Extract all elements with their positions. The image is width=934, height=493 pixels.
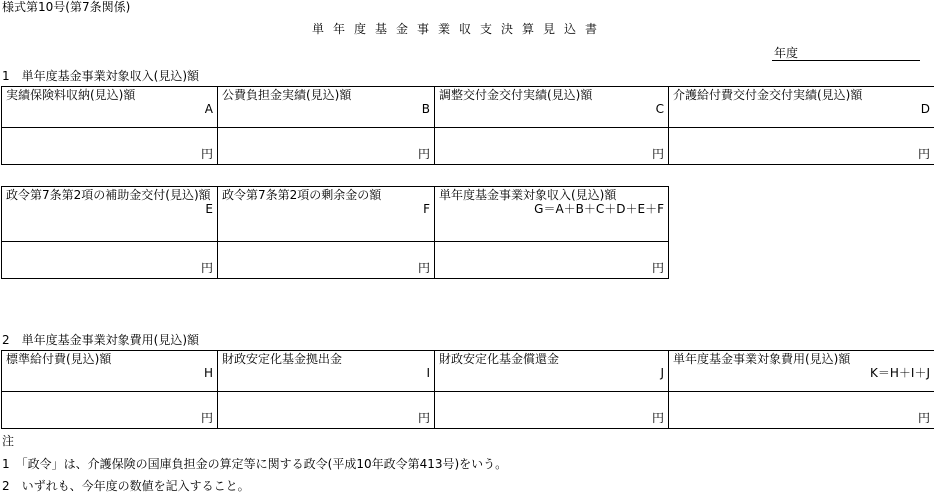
header-label: 標準給付費(見込)額 [6,352,112,366]
form-id: 様式第10号(第7条関係) [2,0,131,14]
yen-unit: 円 [651,411,664,425]
yen-unit: 円 [917,147,930,161]
header-key: B [421,102,430,116]
yen-unit: 円 [917,411,930,425]
header-key: H [203,366,213,380]
yen-unit: 円 [417,261,430,275]
amount-cell-d[interactable] [669,128,934,165]
expense-table [1,350,934,429]
yen-unit: 円 [200,411,213,425]
header-key: G＝A＋B＋C＋D＋E＋F [534,202,664,216]
header-label: 調整交付金交付実績(見込)額 [439,88,593,102]
yen-unit: 円 [200,147,213,161]
header-label: 政令第7条第2項の剰余金の額 [222,188,382,202]
header-key: K＝H＋I＋J [870,366,930,380]
header-label: 公費負担金実績(見込)額 [222,88,352,102]
yen-unit: 円 [417,411,430,425]
yen-unit: 円 [200,261,213,275]
header-key: C [655,102,664,116]
section1-heading: 1 単年度基金事業対象収入(見込)額 [2,69,199,83]
amount-cell-e[interactable] [2,242,218,279]
header-label: 実績保険料収納(見込)額 [6,88,136,102]
header-cell-a [2,87,218,128]
yen-unit: 円 [651,147,664,161]
document-title: 単年度基金事業収支決算見込書 [312,22,607,36]
yen-unit: 円 [417,147,430,161]
header-key: J [660,366,664,380]
header-label: 介護給付費交付金交付実績(見込)額 [673,88,863,102]
header-key: E [205,202,213,216]
section2-heading: 2 単年度基金事業対象費用(見込)額 [2,333,199,347]
header-key: A [204,102,213,116]
fiscal-year-label: 年度 [774,46,799,60]
amount-cell-i[interactable] [218,392,435,429]
header-cell-k [669,351,934,392]
amount-cell-f[interactable] [218,242,435,279]
header-key: I [426,366,430,380]
income-table-1 [1,86,934,165]
note-item: 2 いずれも、今年度の数値を記入すること。 [2,479,250,493]
header-label: 財政安定化基金拠出金 [222,352,343,366]
header-cell-j [435,351,669,392]
header-label: 単年度基金事業対象費用(見込)額 [673,352,851,366]
amount-cell-j[interactable] [435,392,669,429]
notes-heading: 注 [2,434,15,448]
note-item: 1 「政令」は、介護保険の国庫負担金の算定等に関する政令(平成10年政令第413号)をいう。 [2,457,508,471]
header-cell-e [2,187,218,242]
header-cell-f [218,187,435,242]
header-label: 政令第7条第2項の補助金交付(見込)額 [6,188,211,202]
header-key: F [423,202,430,216]
header-cell-i [218,351,435,392]
header-key: D [920,102,930,116]
amount-cell-c[interactable] [435,128,669,165]
header-cell-g [435,187,669,242]
amount-cell-g[interactable] [435,242,669,279]
header-cell-d [669,87,934,128]
header-cell-h [2,351,218,392]
yen-unit: 円 [651,261,664,275]
amount-cell-b[interactable] [218,128,435,165]
fiscal-year-field[interactable] [772,60,920,61]
header-label: 単年度基金事業対象収入(見込)額 [439,188,617,202]
income-table-2 [1,186,669,279]
amount-cell-h[interactable] [2,392,218,429]
amount-cell-a[interactable] [2,128,218,165]
header-label: 財政安定化基金償還金 [439,352,560,366]
header-cell-b [218,87,435,128]
header-cell-c [435,87,669,128]
amount-cell-k[interactable] [669,392,934,429]
